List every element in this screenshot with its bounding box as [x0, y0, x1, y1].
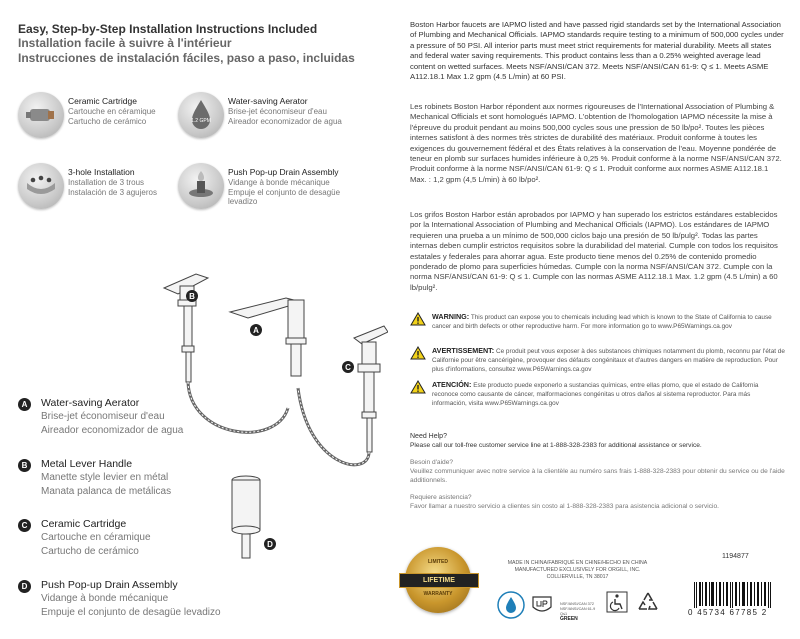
legend-item-d: D Push Pop-up Drain Assembly Vidange à bonde mécanique Empuje el conjunto de desagüe levadizo — [18, 579, 248, 624]
right-column: Boston Harbor faucets are IAPMO listed and have passed rigid standards set by the International Association of Plumbing and Mechanical Officials. IAPMO standards require testing to a minimum of 500,000 cycles under a pressure of 50 PSI. All interior parts must meet strict requirements for material durability. Meets all states and federal water saving requirements. This product contains less than a 0.25% weighted average lead content on wetted surfaces. Meets NSF/ANSI/CAN 372. Meets NSF/ANSI/CAN 61-9: Q ≤ 1. Meets ASME A112.18.1 Max 1.2 gpm (4.5 L/min) at 60 PSI. Les robinets Boston Harbor répondent aux normes rigoureuses de l'International Association of Plumbing & Mechanical Officials et sont homologués IAPMO. L'obtention de l'homologation IAPMO nécessite la mise à l'épreuve du produit pendant au moins 500,000 cycles sous une pression de 50 lb/po². Toutes les pièces internes satisfont à des normes très strictes de durabilité des matériaux. Produit conforme à toutes les exigences du gouvernement fédéral et des États relatives à la conservation de l'eau. Moyenne pondérée de teneur en plomb sur surfaces humides inférieure à 0,25 %. Produit conforme à la norme NSF/ANSI/CAN 372. Produit conforme à la norme NSF/ANSI/CAN 61-9: Q ≤ 1. Produit conforme aux normes ASME A112.18.1 Max. : 1,2 gpm (4,5 L/min) à 60 lb/po². Los grifos Boston Harbor están aprobados por IAPMO y han superado los estrictos estándares establecidos por la International Association of Plumbing and Mechanical Officials (IAPMO). Los estándares de IAPMO requieren una prueba a un mínimo de 500,000 ciclos bajo una presión de 50 lb/pulg². Todas las partes internas deben cumplir estrictos requisitos sobre la durabilidad del material. Cumple con todos los requisitos estatales y federales para ahorrar agua. Este producto tiene menos del 0.25% de contenido promedio ponderado de plomo para superficies húmedas. Cumple con la norma NSF/ANSI/CAN 372. Cumple con la norma NSF/ANSI/CAN 61-9: Q ≤ 1. Cumple con las normas ASME A112.18.1 Max. 1.2 gpm (4.5 L/min) a 60 lb/pulg². WARNING: This product can expose you to chemicals including lead which is known to the State of California to cause cancer and birth defects or other reproductive harm. For more information go to www.P65Warnings.ca.gov AVERTISSEMENT: Ce produit peut vous exposer à des substances chimiques notamment du plomb, reconnu par l'état de Californie pour être cancérigène, provoquer des défauts congénitaux et d'autres dangers en matière de reproduction. Pour plus d'informations, consultez www.P65Warnings.ca.gov ATENCIÓN: Este producto puede exponerlo a sustancias químicas, entre ellas plomo, que el estado de California reconoce como causante de cáncer, malformaciones congénitas u otros daños al sistema reproductor. Para más información, visita www.P65Warnings.ca.gov Need Help? Please call our toll-free customer service line at 1-888-328-2383 for additional assistance or service. Besoin d'aide? Veuillez communiquer avec notre service à la clientèle au numéro sans frais 1-888-328-2383 pour obtenir du service ou de l'aide additionnels. Requiere asistencia? Favor llamar a nuestro servicio a clientes sin costo al 1-888-328-2383 para asistencia adicional o servicio. — [410, 20, 785, 510]
upc-certification-icon — [530, 593, 554, 617]
recycle-icon — [636, 591, 660, 613]
title-french: Installation facile à suivre à l'intérieur — [18, 36, 232, 50]
title-spanish: Instrucciones de instalación fáciles, paso a paso, incluidas — [18, 51, 355, 65]
watersense-logo-icon — [496, 590, 526, 620]
warning-triangle-icon — [410, 380, 426, 394]
help-spanish: Requiere asistencia? Favor llamar a nuestro servicio a clientes sin costo al 1-888-328-2383 para asistencia adicional o servicio. — [410, 494, 719, 510]
paragraph-spanish: Los grifos Boston Harbor están aprobados por IAPMO y han superado los estrictos estándares establecidos por la International Association of Plumbing and Mechanical Officials (IAPMO). Los estándares de IAPMO requieren una prueba a un mínimo de 500,000 ciclos bajo una presión de 50 lb/pulg². Todas las partes internas deben cumplir estrictos requisitos sobre la durabilidad del material. Cumple con todos los requisitos estatales y federales para ahorrar agua. Este producto tiene menos del 0.25% de contenido promedio ponderado de plomo para superficies húmedas. Cumple con la norma NSF/ANSI/CAN 372. Cumple con la norma NSF/ANSI/CAN 61-9: Q ≤ 1. Cumple con las normas ASME A112.18.1 Max. 1.2 gpm (4.5 L/min) a 60 lb/pulg². — [410, 210, 778, 292]
paragraph-french: Les robinets Boston Harbor répondent aux normes rigoureuses de l'International Association of Plumbing & Mechanical Officials et sont homologués IAPMO. L'obtention de l'homologation IAPMO nécessite la mise à l'épreuve du produit pendant au moins 500,000 cycles sous une pression de 50 lb/po². Toutes les pièces internes satisfont à des normes très strictes de durabilité des matériaux. Produit conforme à toutes les exigences du gouvernement fédéral et des États relatives à la conservation de l'eau. Moyenne pondérée de teneur en plomb sur surfaces humides inférieure à 0,25 %. Produit conforme à la norme NSF/ANSI/CAN 372. Produit conforme à la norme NSF/ANSI/CAN 61-9: Q ≤ 1. Produit conforme aux normes ASME A112.18.1 Max. : 1,2 gpm (4,5 L/min) à 60 lb/po². — [410, 102, 782, 184]
manufacturer-info: MADE IN CHINA/FABRIQUÉ EN CHINE/HECHO EN CHINA MANUFACTURED EXCLUSIVELY FOR ORGILL, INC. COLLIERVILLE, TN 38017 — [507, 560, 648, 580]
left-column — [18, 0, 398, 639]
feature-3-hole-installation: 3-hole Installation Installation de 3 trous Instalación de 3 agujeros — [18, 163, 203, 213]
legend-item-a: A Water-saving Aerator Brise-jet économiseur d'eau Aireador economizador de agua — [18, 397, 248, 442]
feature-water-saving-aerator: 1.2 GPM Water-saving Aerator Brise-jet économiseur d'eau Aireador economizador de agua — [178, 92, 363, 142]
warning-triangle-icon — [410, 346, 426, 360]
drain-icon — [178, 163, 224, 209]
accessibility-icon — [606, 591, 628, 613]
certification-text: NSF/ANSI/CAN 372 NSF/ANSI/CAN 61-9 Q≤1 GREEN — [560, 602, 596, 622]
title-english: Easy, Step-by-Step Installation Instructions Included — [18, 22, 318, 36]
svg-text:1.2 GPM: 1.2 GPM — [191, 118, 211, 124]
sku-number: 1194877 — [722, 553, 749, 560]
help-french: Besoin d'aide? Veuillez communiquer avec notre service à la clientèle au numéro sans frais 1-888-328-2383 pour obtenir du service ou de l'aide additionnels. — [410, 459, 785, 484]
warning-triangle-icon — [410, 312, 426, 326]
paragraph-english: Boston Harbor faucets are IAPMO listed and have passed rigid standards set by the International Association of Plumbing and Mechanical Officials. IAPMO standards require testing to a minimum of 500,000 cycles under a pressure of 50 PSI. All interior parts must meet strict requirements for material durability. Meets all states and federal water saving requirements. This product contains less than a 0.25% weighted average lead content on wetted surfaces. Meets NSF/ANSI/CAN 372. Meets NSF/ANSI/CAN 61-9: Q ≤ 1. Meets ASME A112.18.1 Max 1.2 gpm (4.5 L/min) at 60 PSI. — [410, 20, 784, 82]
diagram-label-d: D — [267, 540, 273, 549]
feature-push-pop-up-drain: Push Pop-up Drain Assembly Vidange à bonde mécanique Empuje el conjunto de desagüe levadizo — [178, 163, 363, 213]
legend-item-b: B Metal Lever Handle Manette style levier en métal Manata palanca de metálicas — [18, 458, 248, 503]
diagram-label-b: B — [189, 292, 195, 301]
legend-item-c: C Ceramic Cartridge Cartouche en céramique Cartucho de cerámico — [18, 518, 248, 563]
diagram-label-c: C — [345, 363, 351, 372]
three-hole-icon — [18, 163, 64, 209]
barcode-number: 0 45734 67785 2 — [688, 608, 768, 617]
ceramic-cartridge-icon — [18, 92, 64, 138]
water-drop-icon — [178, 92, 224, 138]
feature-ceramic-cartridge: Ceramic Cartridge Cartouche en céramique Cartucho de cerámico — [18, 92, 203, 142]
diagram-label-a: A — [253, 326, 259, 335]
lifetime-warranty-badge: LIMITED LIFETIME WARRANTY — [405, 547, 471, 613]
help-english: Need Help? Please call our toll-free customer service line at 1-888-328-2383 for additional assistance or service. — [410, 433, 702, 449]
